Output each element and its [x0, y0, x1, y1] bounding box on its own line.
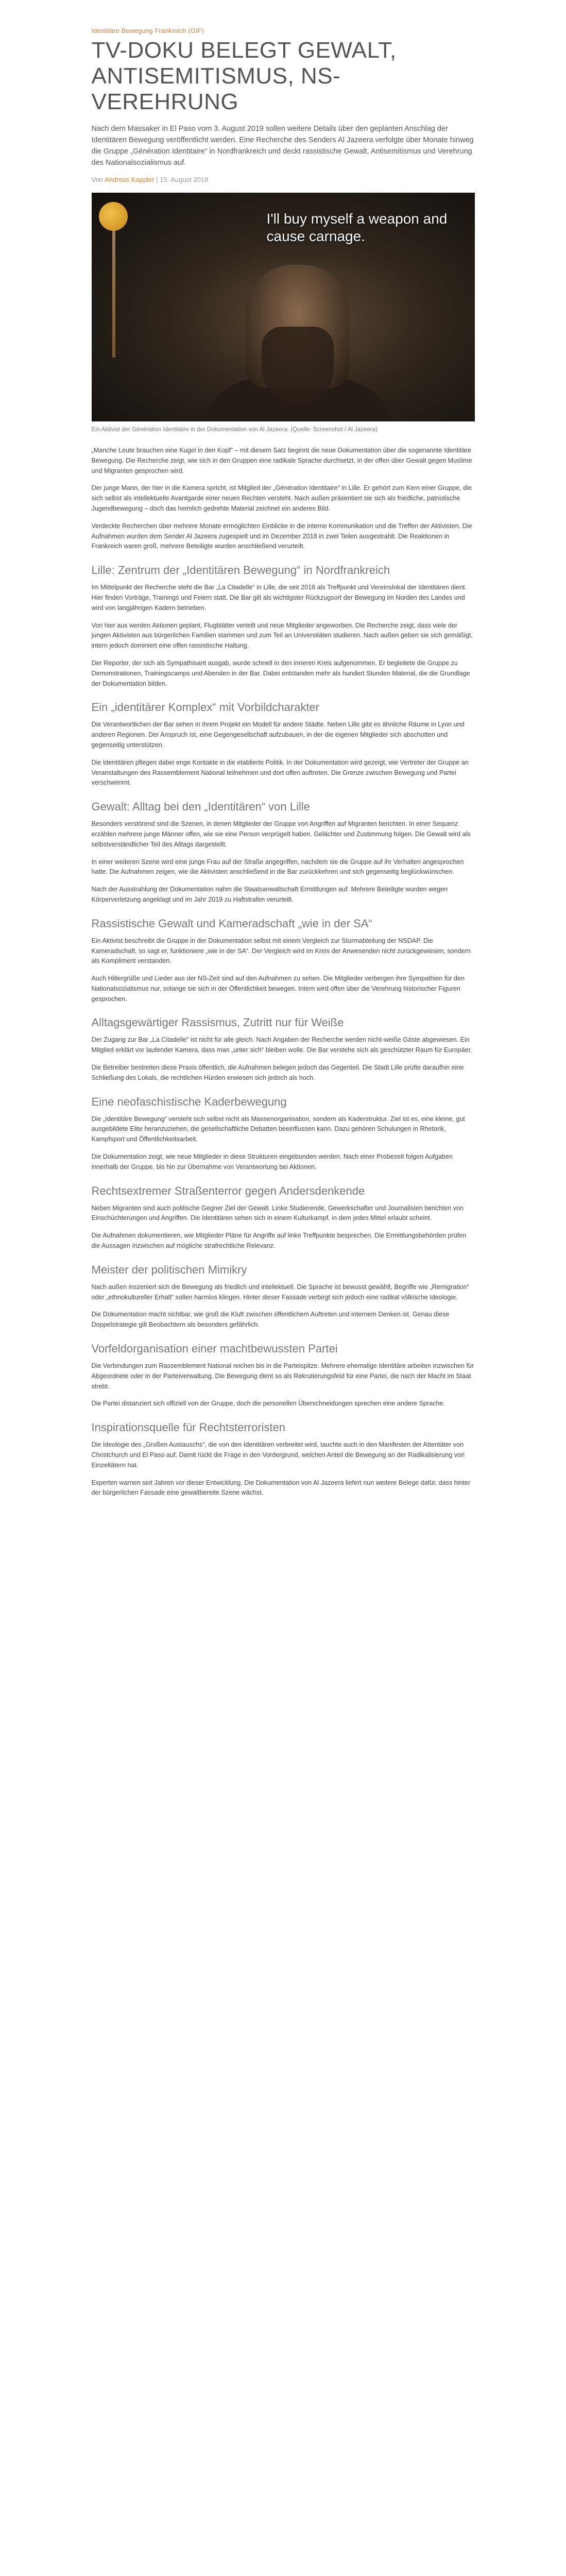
- section-heading: Alltagsgewärtiger Rassismus, Zutritt nur für Weiße: [91, 1016, 344, 1029]
- section-heading: Rechtsextremer Straßenterror gegen Andersdenkende: [91, 1184, 365, 1197]
- section-heading: Vorfeldorganisation einer machtbewussten Partei: [91, 1342, 338, 1355]
- section-heading: Lille: Zentrum der „Identitären Bewegung“ in Nordfrankreich: [91, 564, 390, 577]
- intro-paragraph: Der junge Mann, der hier in die Kamera spricht, ist Mitglied der „Génération Identitaire“ in Lille. Er gehört zum Kern einer Gruppe, die sich selbst als intellektuelle Avantgarde einer neuen Rechten versteht. Nach außen präsentiert sie sich als friedliche, patriotische Jugendbewegung – doch das heimlich gedrehte Material zeichnet ein anderes Bild.: [91, 484, 472, 512]
- section-heading: Rassistische Gewalt und Kameradschaft „wie in der SA“: [91, 917, 372, 930]
- intro-paragraph: Verdeckte Recherchen über mehrere Monate ermöglichten Einblicke in die interne Kommunikation und die Treffen der Aktivisten. Die Aufnahmen wurden dem Sender Al Jazeera zugespielt und im Dezember 2018 in zwei Teilen ausgestrahlt. Die Reaktionen in Frankreich waren groß, mehrere Beteiligte wurden anschließend verurteilt.: [91, 522, 472, 550]
- article-sections: [92, 563, 475, 1498]
- byline-separator: |: [156, 176, 160, 183]
- section-paragraph: Die Dokumentation zeigt, wie neue Mitglieder in diese Strukturen eingebunden werden. Nach einer Probezeit folgen Aufgaben innerhalb der Gruppe, bis hin zur Übernahme von Verantwortung bei Aktionen.: [91, 1153, 453, 1171]
- section-paragraph: Die Identitären pflegen dabei enge Kontakte in die etablierte Politik. In der Dokumentation wird gezeigt, wie Vertreter der Gruppe an Veranstaltungen des Rassemblement National teilnehmen und dort offen auftreten. Die Grenze zwischen Bewegung und Partei verschwimmt.: [91, 758, 469, 787]
- section-heading: Inspirationsquelle für Rechtsterroristen: [91, 1421, 286, 1434]
- article-kicker: [92, 27, 475, 35]
- article-page: [92, 0, 475, 1498]
- kicker-link[interactable]: Identitäre Bewegung Frankreich (GIF): [91, 27, 204, 35]
- section-paragraph: Auch Hitlergrüße und Lieder aus der NS-Zeit sind auf den Aufnahmen zu sehen. Die Mitglieder verbergen ihre Sympathien für den Nationalsozialismus nur, solange sie sich in der Öffentlichkeit bewegen. Intern wird offen über die Verehrung historischer Figuren gesprochen.: [91, 975, 465, 1003]
- image-caption: Ein Aktivist der Génération Identitaire in der Dokumentation von Al Jazeera. (Quelle: Screenshot / Al Jazeera): [91, 427, 378, 433]
- section-paragraph: Im Mittelpunkt der Recherche steht die Bar „La Citadelle“ in Lille, die seit 2016 als Treffpunkt und Vereinslokal der Identitären dient. Hier finden Vorträge, Trainings und Feiern statt. Die Bar gilt als wichtigster Rückzugsort der Bewegung im Norden des Landes und wird von langjährigen Kadern betrieben.: [91, 584, 467, 612]
- byline: [92, 176, 475, 183]
- section-paragraph: Der Zugang zur Bar „La Citadelle“ ist nicht für alle gleich. Nach Angaben der Recherche werden nicht-weiße Gäste abgewiesen. Ein Mitglied erklärt vor laufender Kamera, dass man „unter sich“ bleiben wolle. Die Bar verstehe sich als geschützter Raum für Europäer.: [91, 1036, 472, 1054]
- article-lede: Nach dem Massaker in El Paso vom 3. August 2019 sollen weitere Details über den geplanten Anschlag der Identitären Bewegung veröffentlicht werden. Eine Recherche des Senders Al Jazeera verfolgte über Monate hinweg die Gruppe „Génération Identitaire“ in Nordfrankreich und deckt rassistische Gewalt, Antisemitismus und Verehrung des Nationalsozialismus auf.: [91, 125, 474, 167]
- section-heading: Eine neofaschistische Kaderbewegung: [91, 1095, 287, 1108]
- section-heading: Ein „identitärer Komplex“ mit Vorbildcharakter: [91, 701, 320, 714]
- article-title: TV-DOKU BELEGT GEWALT, ANTISEMITISMUS, NS-VEREHRUNG: [91, 38, 397, 114]
- section-paragraph: Besonders verstörend sind die Szenen, in denen Mitglieder der Gruppe von Angriffen auf Migranten berichten. In einer Sequenz erzählen mehrere junge Männer offen, wie sie eine Person verprügelt haben. Gelächter und Zustimmung folgen. Die Gewalt wird als selbstverständlicher Teil des Alltags dargestellt.: [91, 820, 471, 848]
- section-paragraph: Von hier aus werden Aktionen geplant, Flugblätter verteilt und neue Mitglieder angeworben. Die Recherche zeigt, dass viele der jungen Aktivisten aus bürgerlichen Familien stammen und zum Teil an Universitäten studieren. Nach außen geben sie sich gemäßigt, intern jedoch dominiert eine offen rassistische Haltung.: [91, 621, 473, 650]
- byline-prefix: Von: [91, 176, 103, 183]
- section-paragraph: Neben Migranten sind auch politische Gegner Ziel der Gewalt. Linke Studierende, Gewerkschafter und Journalisten berichten von Einschüchterungen und Angriffen. Die Identitären sehen sich in einem Kulturkampf, in dem jedes Mittel erlaubt scheint.: [91, 1204, 464, 1222]
- section-paragraph: Nach außen inszeniert sich die Bewegung als friedlich und intellektuell. Die Sprache ist bewusst gewählt, Begriffe wie „Remigration“ oder „ethnokultureller Erhalt“ sollen harmlos klingen. Hinter dieser Fassade verbirgt sich jedoch eine radikal völkische Ideologie.: [91, 1283, 469, 1301]
- section-paragraph: Nach der Ausstrahlung der Dokumentation nahm die Staatsanwaltschaft Ermittlungen auf. Mehrere Beteiligte wurden wegen Körperverletzung angeklagt und im Jahr 2019 zu Haftstrafen verurteilt.: [91, 886, 448, 903]
- hero-subtitle: I'll buy myself a weapon and cause carnage.: [266, 211, 448, 244]
- section-heading: Meister der politischen Mimikry: [91, 1263, 247, 1276]
- byline-date: 15. August 2019: [160, 176, 209, 183]
- section-paragraph: Experten warnen seit Jahren vor dieser Entwicklung. Die Dokumentation von Al Jazeera liefert nun weitere Belege dafür, dass hinter der bürgerlichen Fassade eine gewaltbereite Szene wächst.: [91, 1479, 471, 1497]
- hero-image: [92, 193, 475, 421]
- section-paragraph: Die Partei distanziert sich offiziell von der Gruppe, doch die personellen Überschneidungen sprechen eine andere Sprache.: [91, 1400, 445, 1408]
- section-paragraph: Ein Aktivist beschreibt die Gruppe in der Dokumentation selbst mit einem Vergleich zur Sturmabteilung der NSDAP. Die Kameradschaft, so sagt er, funktioniere „wie in der SA“. Der Vergleich wird im Kreis der Anwesenden nicht zurückgewiesen, sondern als Kompliment verstanden.: [91, 937, 471, 965]
- section-paragraph: Die Verbindungen zum Rassemblement National reichen bis in die Parteispitze. Mehrere ehemalige Identitäre arbeiten inzwischen für Abgeordnete oder in der Parteiverwaltung. Die Bewegung dient so als Rekrutierungsfeld für eine Partei, die nach der Macht im Staat strebt.: [91, 1362, 474, 1390]
- section-paragraph: Die Aufnahmen dokumentieren, wie Mitglieder Pläne für Angriffe auf linke Treffpunkte besprechen. Die Ermittlungsbehörden prüfen die Aussagen inzwischen auf mögliche strafrechtliche Relevanz.: [91, 1232, 467, 1250]
- hero-light: [112, 224, 115, 358]
- section-paragraph: Die „Identitäre Bewegung“ versteht sich selbst nicht als Massenorganisation, sondern als Kaderstruktur. Ziel ist es, eine kleine, gut ausgebildete Elite heranzuziehen, die gesellschaftliche Debatten beeinflussen kann. Dazu gehören Schulungen in Rhetorik, Kampfsport und Öffentlichkeitsarbeit.: [91, 1115, 465, 1143]
- hero-beard: [262, 327, 334, 404]
- section-heading: Gewalt: Alltag bei den „Identitären“ von Lille: [91, 800, 310, 814]
- intro-paragraphs: [92, 446, 475, 552]
- section-paragraph: Die Verantwortlichen der Bar sehen in ihrem Projekt ein Modell für andere Städte. Neben Lille gibt es ähnliche Räume in Lyon und anderen Regionen. Der Anspruch ist, eine Gegengesellschaft aufzubauen, in der die eigenen Mitglieder sich abschotten und gegenseitig unterstützen.: [91, 721, 465, 749]
- section-paragraph: Die Ideologie des „Großen Austauschs“, die von den Identitären verbreitet wird, tauchte auch in den Manifesten der Attentäter von Christchurch und El Paso auf. Damit rückt die Frage in den Vordergrund, welchen Anteil die Bewegung an der Radikalisierung von Einzeltätern hat.: [91, 1441, 465, 1469]
- al-jazeera-logo-icon: [99, 202, 128, 231]
- section-paragraph: Der Reporter, der sich als Sympathisant ausgab, wurde schnell in den inneren Kreis aufgenommen. Er begleitete die Gruppe zu Demonstrationen, Trainingscamps und Abenden in der Bar. Dabei entstanden mehr als hundert Stunden Material, die die Grundlage der Dokumentation bilden.: [91, 659, 470, 687]
- byline-author[interactable]: Andreas Kappler: [104, 176, 155, 183]
- intro-paragraph: „Manche Leute brauchen eine Kugel in den Kopf“ – mit diesem Satz beginnt die neue Dokumentation über die sogenannte Identitäre Bewegung. Die Recherche zeigt, wie sich in den Gruppen eine radikale Sprache durchsetzt, in der offen über Gewalt gegen Muslime und Migranten gesprochen wird.: [91, 447, 472, 474]
- section-paragraph: Die Dokumentation macht sichtbar, wie groß die Kluft zwischen öffentlichem Auftreten und internem Denken ist. Genau diese Doppelstrategie gilt Beobachtern als besonders gefährlich.: [91, 1311, 450, 1329]
- section-paragraph: Die Betreiber bestreiten diese Praxis öffentlich, die Aufnahmen belegen jedoch das Gegenteil. Die Stadt Lille prüfte daraufhin eine Schließung des Lokals, die rechtlichen Hürden erwiesen sich jedoch als hoch.: [91, 1064, 464, 1081]
- section-paragraph: In einer weiteren Szene wird eine junge Frau auf der Straße angegriffen, nachdem sie die Gruppe auf ihr Verhalten angesprochen hatte. Die Aufnahmen zeigen, wie die Aktivisten anschließend in die Bar zurückkehren und sich gegenseitig beglückwünschen.: [91, 858, 464, 876]
